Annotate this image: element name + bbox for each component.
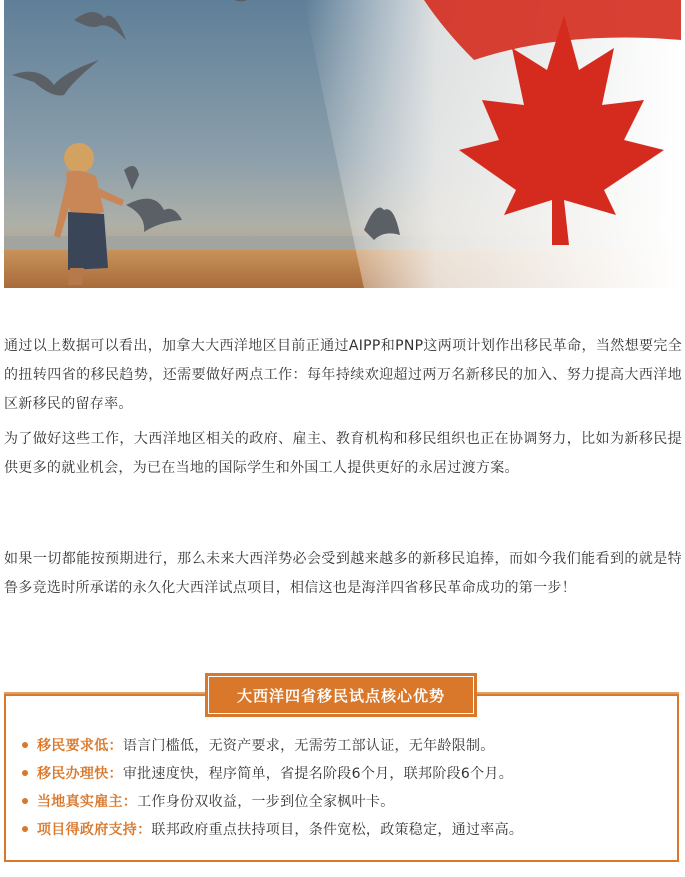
- paragraph-summary: 通过以上数据可以看出，加拿大大西洋地区目前正通过AIPP和PNP这两项计划作出移民革命，当然想要完全的扭转四省的移民趋势，还需要做好两点工作：每年持续欢迎超过两万名新移民的加入、努力提高大西洋地区新移民的留存率。: [4, 338, 682, 412]
- list-item: [22, 760, 662, 788]
- advantage-text: 语言门槛低，无资产要求，无需劳工部认证，无年龄限制。: [122, 738, 495, 754]
- hero-image: [4, 0, 681, 288]
- advantages-list: [22, 732, 662, 844]
- bullet-dot-icon: [22, 826, 28, 832]
- bullet-dot-icon: [22, 770, 28, 776]
- paragraph-efforts: 为了做好这些工作，大西洋地区相关的政府、雇主、教育机构和移民组织也正在协调努力，比如为新移民提供更多的就业机会，为已在当地的国际学生和外国工人提供更好的永居过渡方案。: [4, 431, 682, 476]
- advantage-key: 移民办理快：: [37, 766, 123, 782]
- advantage-key: 项目得政府支持：: [37, 822, 152, 838]
- advantage-text: 审批速度快，程序简单，省提名阶段6个月，联邦阶段6个月。: [122, 766, 514, 782]
- advantages-title: 大西洋四省移民试点核心优势: [208, 676, 474, 714]
- advantages-title-badge: [205, 673, 477, 717]
- list-item: [22, 788, 662, 816]
- list-item: [22, 732, 662, 760]
- paragraph-outlook: 如果一切都能按预期进行，那么未来大西洋势必会受到越来越多的新移民追捧，而如今我们能看到的就是特鲁多竞选时所承诺的永久化大西洋试点项目，相信这也是海洋四省移民革命成功的第一步！: [4, 551, 682, 596]
- advantage-key: 当地真实雇主：: [37, 794, 138, 810]
- bullet-dot-icon: [22, 742, 28, 748]
- advantage-key: 移民要求低：: [37, 738, 123, 754]
- advantage-text: 工作身份双收益，一步到位全家枫叶卡。: [137, 794, 395, 810]
- hero-illustration: [4, 0, 681, 288]
- list-item: [22, 816, 662, 844]
- advantage-text: 联邦政府重点扶持项目，条件宽松，政策稳定，通过率高。: [151, 822, 524, 838]
- bullet-dot-icon: [22, 798, 28, 804]
